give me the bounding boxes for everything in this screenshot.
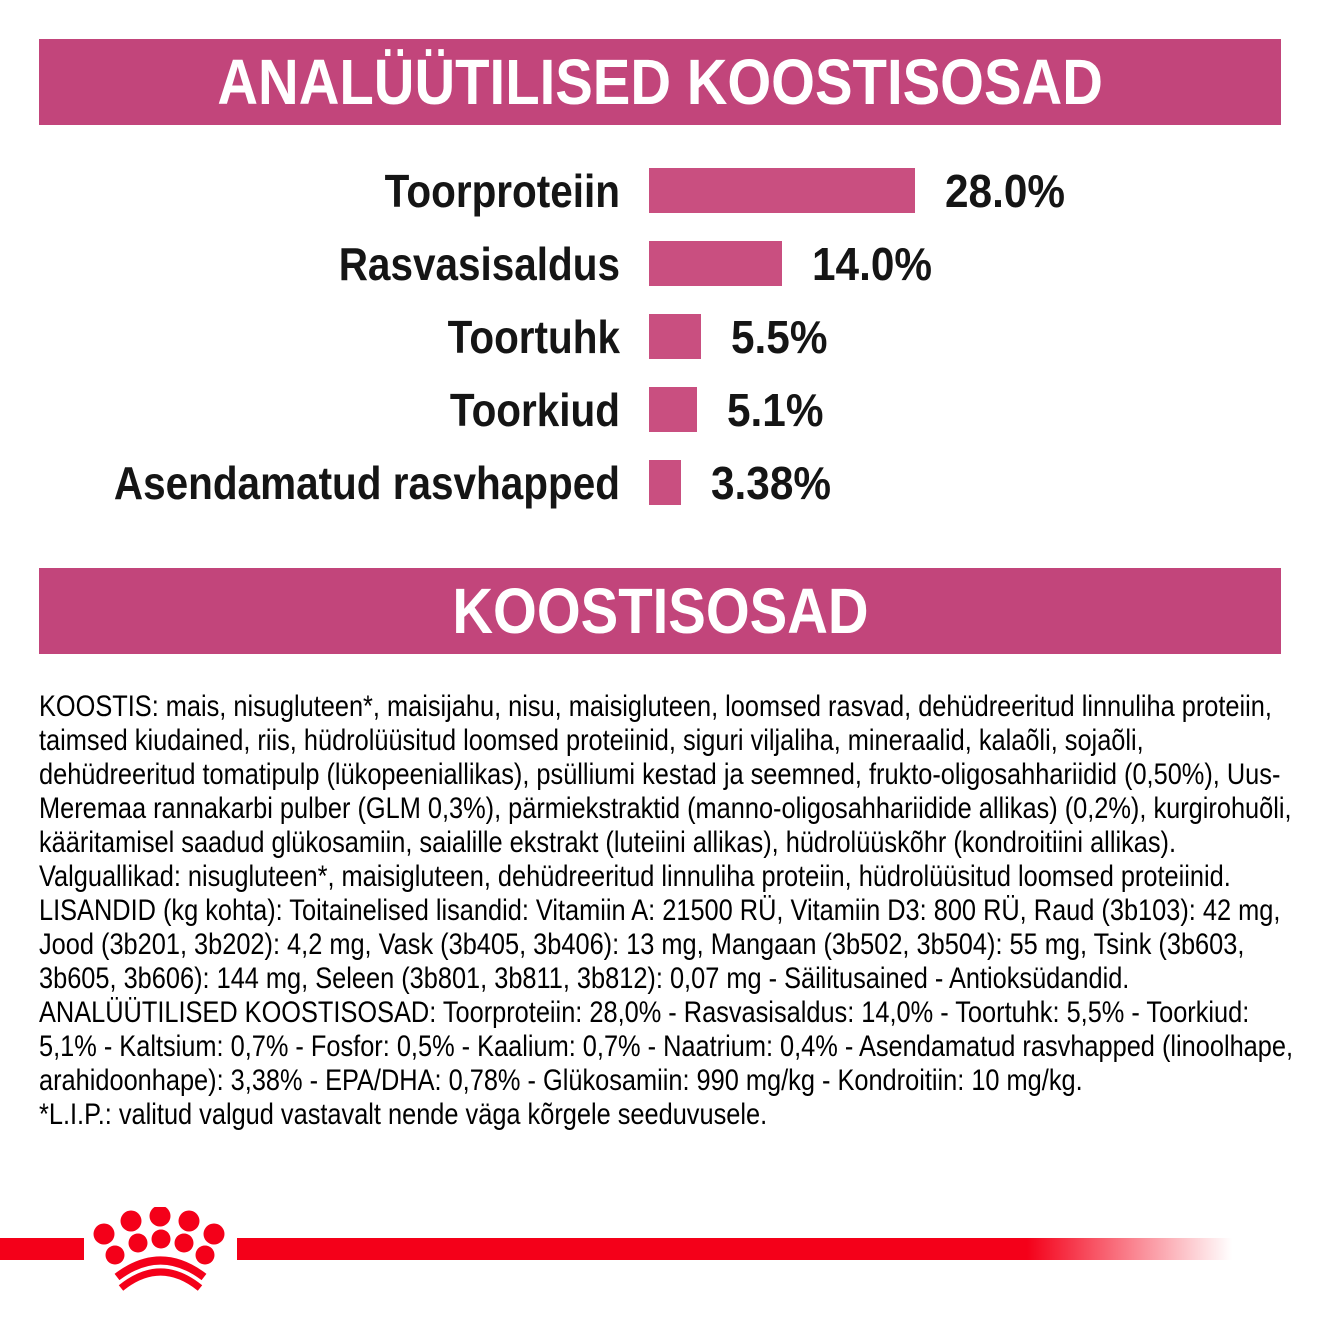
brand-stripe-right	[237, 1238, 1320, 1260]
ingredients-banner	[39, 568, 1281, 654]
chart-row	[0, 373, 1320, 446]
bar-value-label: 14.0%	[812, 237, 933, 290]
bar-value-label: 28.0%	[945, 164, 1066, 217]
analytical-constituents-paragraph: ANALÜÜTILISED KOOSTISOSAD: Toorproteiin: 28,0% - Rasvasisaldus: 14,0% - Toortuhk: 5,5% - Toorkiud: 5,1% - Kaltsium: 0,7% - Fosfor: 0,5% - Kaalium: 0,7% - Naatrium: 0,4% - Asendamatud rasvhapped (linoolhape, arahidoonhape): 3,38% - EPA/DHA: 0,78% - Glükosamiin: 990 mg/kg - Kondroitiin: 10 mg/kg.	[39, 996, 1294, 1097]
composition-paragraph: KOOSTIS: mais, nisugluteen*, maisijahu, nisu, maisigluteen, loomsed rasvad, dehüdreeritud linnuliha proteiin, taimsed kiudained, riis, hüdrolüüsitud loomsed proteiinid, siguri viljaliha, mineraalid, kalaõli, sojaõli, dehüdreeritud tomatipulp (lükopeeniallikas), psülliumi kestad ja seemned, frukto-oligosahhariidid (0,50%), Uus-Meremaa rannakarbi pulber (GLM 0,3%), pärmiekstraktid (manno-oligosahhariidide allikas) (0,2%), kurgirohuõli, kääritamisel saadud glükosamiin, saialille ekstrakt (luteiini allikas), hüdrolüüskõhr (kondroitiini allikas). Valguallikad: nisugluteen*, maisigluteen, dehüdreeritud linnuliha proteiin, hüdrolüüsitud loomsed proteiinid.	[39, 690, 1292, 893]
bar-value-label: 3.38%	[711, 456, 832, 509]
bar	[649, 460, 681, 505]
analytical-constituents-title: ANALÜÜTILISED KOOSTISOSAD	[217, 46, 1103, 118]
bar	[649, 387, 697, 432]
ingredients-text-block	[39, 690, 1307, 1132]
lip-footnote: *L.I.P.: valitud valgud vastavalt nende väga kõrgele seeduvusele.	[39, 1098, 768, 1131]
analytical-constituents-bar-chart	[0, 154, 1320, 519]
bar-category-label: Toortuhk	[447, 310, 620, 363]
bar-value-label: 5.1%	[727, 383, 824, 436]
brand-stripe-left	[0, 1238, 84, 1260]
bar	[649, 168, 915, 213]
ingredients-title: KOOSTISOSAD	[451, 575, 869, 647]
analytical-constituents-banner	[39, 39, 1281, 125]
additives-paragraph: LISANDID (kg kohta): Toitainelised lisandid: Vitamiin A: 21500 RÜ, Vitamiin D3: 800 RÜ, Raud (3b103): 42 mg, Jood (3b201, 3b202): 4,2 mg, Vask (3b405, 3b406): 13 mg, Mangaan (3b502, 3b504): 55 mg, Tsink (3b603, 3b605, 3b606): 144 mg, Seleen (3b801, 3b811, 3b812): 0,07 mg - Säilitusained - Antioksüdandid.	[39, 894, 1281, 995]
chart-row	[0, 446, 1320, 519]
royal-canin-crown-icon	[90, 1207, 230, 1297]
chart-row	[0, 227, 1320, 300]
chart-row	[0, 154, 1320, 227]
bar	[649, 314, 701, 359]
chart-row	[0, 300, 1320, 373]
bar	[649, 241, 782, 286]
bar-category-label: Asendamatud rasvhapped	[113, 456, 621, 509]
bar-category-label: Rasvasisaldus	[338, 237, 620, 290]
bar-category-label: Toorkiud	[449, 383, 620, 436]
bar-category-label: Toorproteiin	[384, 164, 620, 217]
bar-value-label: 5.5%	[731, 310, 828, 363]
